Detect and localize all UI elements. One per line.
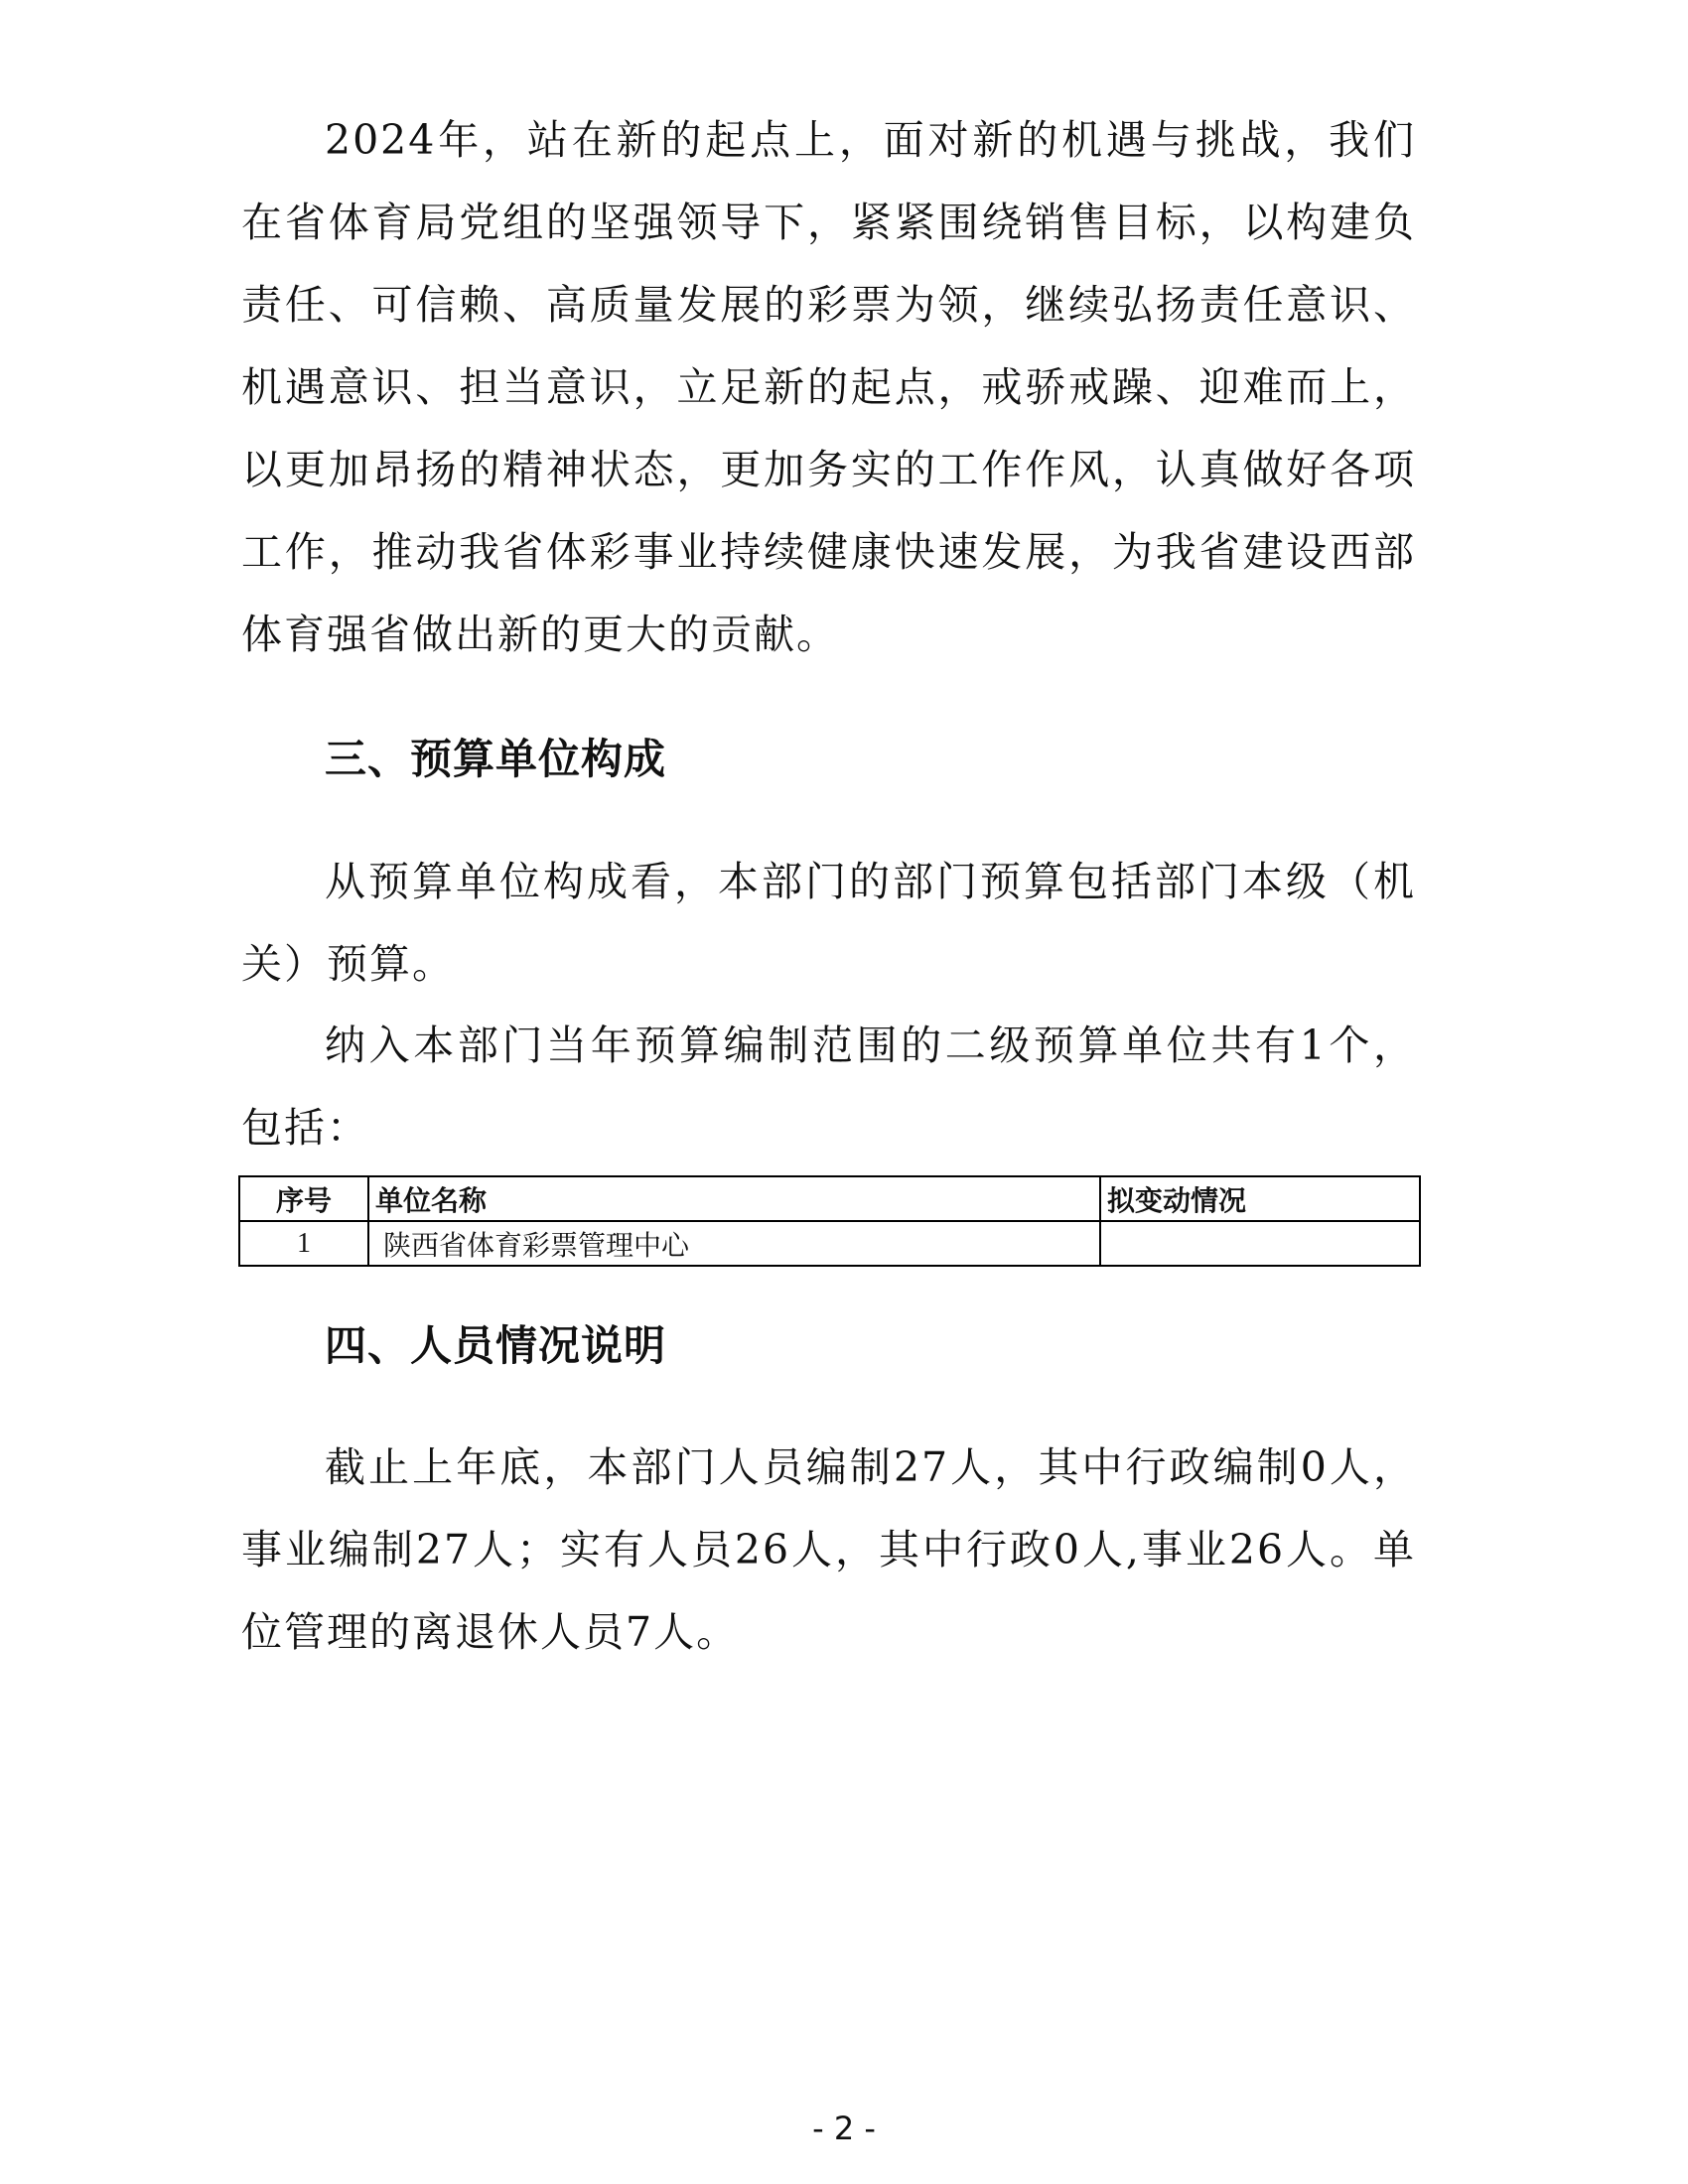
column-header-serial: 序号: [239, 1176, 368, 1221]
budget-units-table: [238, 1175, 1421, 1267]
paragraph-budget-composition: 从预算单位构成看，本部门的部门预算包括部门本级（机关）预算。: [241, 858, 1416, 988]
cell-change: [1100, 1221, 1420, 1266]
paragraph-staffing: 截止上年底，本部门人员编制27人，其中行政编制0人，事业编制27人；实有人员26人，其中行政0人,事业26人。单位管理的离退休人员7人。: [241, 1443, 1416, 1656]
cell-serial: 1: [239, 1221, 368, 1266]
paragraph-outlook: 2024年，站在新的起点上，面对新的机遇与挑战，我们在省体育局党组的坚强领导下，紧紧围绕销售目标，以构建负责任、可信赖、高质量发展的彩票为领，继续弘扬责任意识、机遇意识、担当意识，立足新的起点，戒骄戒躁、迎难而上，以更加昂扬的精神状态，更加务实的工作作风，认真做好各项工作，推动我省体彩事业持续健康快速发展，为我省建设西部体育强省做出新的更大的贡献。: [241, 116, 1416, 658]
table-header-row: [239, 1176, 1420, 1221]
table-row: [239, 1221, 1420, 1266]
column-header-change: 拟变动情况: [1100, 1176, 1420, 1221]
section-heading-staffing: 四、人员情况说明: [325, 1321, 667, 1370]
paragraph-secondary-units: 纳入本部门当年预算编制范围的二级预算单位共有1个，包括：: [241, 1022, 1416, 1152]
column-header-unit-name: 单位名称: [368, 1176, 1100, 1221]
section-heading-budget-units: 三、预算单位构成: [325, 735, 667, 783]
page-number: - 2 -: [812, 2110, 876, 2147]
cell-unit-name: 陕西省体育彩票管理中心: [368, 1221, 1100, 1266]
